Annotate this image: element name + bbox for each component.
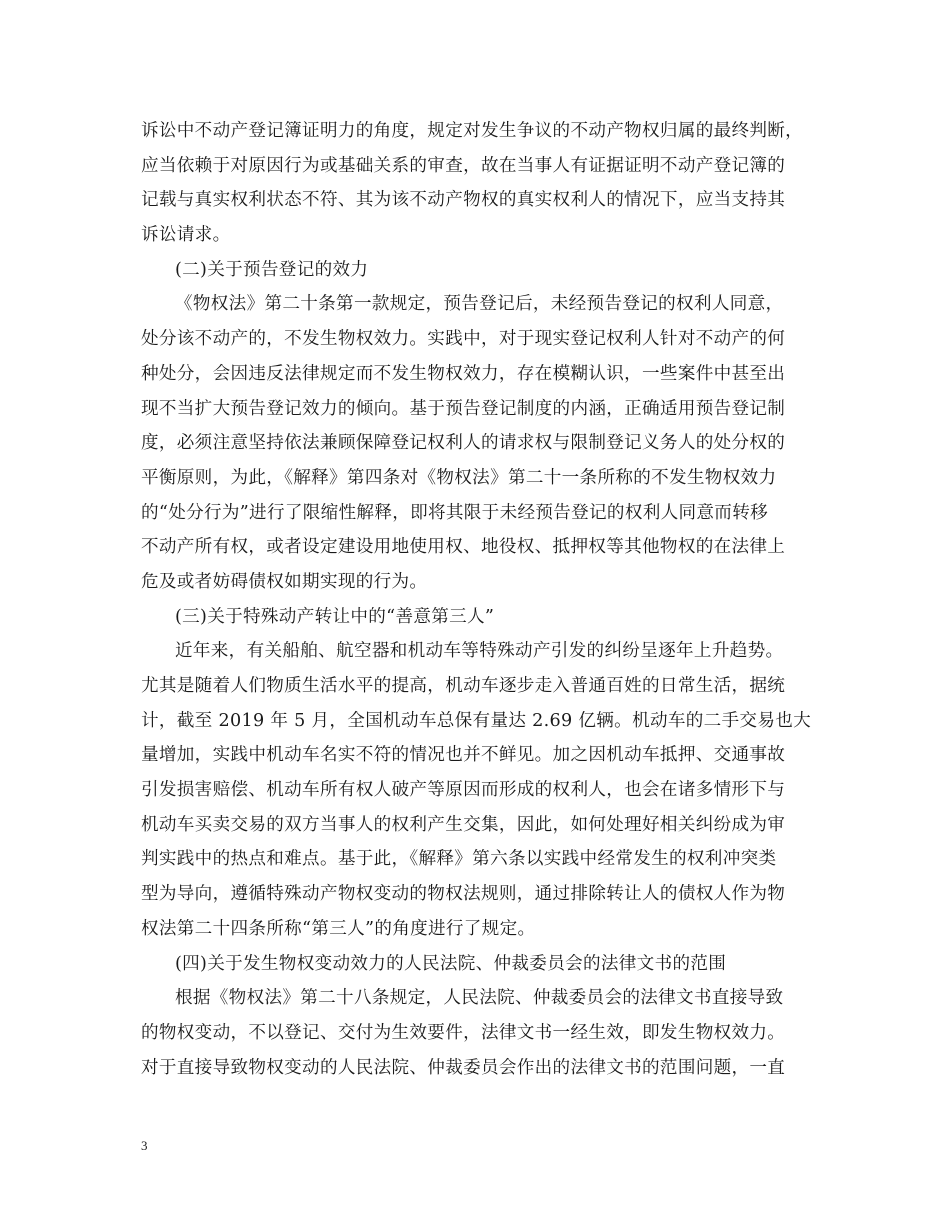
text-line: 不动产所有权，或者设定建设用地使用权、地役权、抵押权等其他物权的在法律上 [141, 537, 786, 558]
paragraph-start: 近年来，有关船舶、航空器和机动车等特殊动产引发的纠纷呈逐年上升趋势。 [175, 641, 784, 662]
text-line: 平衡原则，为此，《解释》第四条对《物权法》第二十一条所称的不发生物权效力 [141, 467, 777, 488]
text-line: 尤其是随着人们物质生活水平的提高，机动车逐步走入普通百姓的日常生活，据统 [141, 676, 786, 696]
text-line: 应当依赖于对原因行为或基础关系的审查，故在当事人有证据证明不动产登记簿的 [141, 155, 786, 176]
text-line: 危及或者妨碍债权如期实现的行为。 [141, 571, 428, 592]
section-heading: (二)关于预告登记的效力 [175, 259, 369, 280]
body-text [141, 114, 812, 1085]
section-heading: (四)关于发生物权变动效力的人民法院、仲裁委员会的法律文书的范围 [175, 953, 727, 974]
text-line: 度，必须注意坚持依法兼顾保障登记权利人的请求权与限制登记义务人的处分权的 [141, 433, 786, 454]
section-heading: (三)关于特殊动产转让中的“善意第三人” [175, 606, 495, 627]
text-line: 计，截至 2019 年 5 月，全国机动车总保有量达 2.69 亿辆。机动车的二手交易也大 [141, 710, 812, 731]
text-line: 诉讼请求。 [141, 225, 231, 246]
text-line: 记载与真实权利状态不符、其为该不动产物权的真实权利人的情况下，应当支持其 [141, 190, 786, 211]
text-line: 量增加，实践中机动车名实不符的情况也并不鲜见。加之因机动车抵押、交通事故 [141, 745, 786, 766]
paragraph-start: 根据《物权法》第二十八条规定，人民法院、仲裁委员会的法律文书直接导致 [175, 988, 784, 1009]
text-line: 诉讼中不动产登记簿证明力的角度，规定对发生争议的不动产物权归属的最终判断， [141, 121, 804, 141]
text-line: 现不当扩大预告登记效力的倾向。基于预告登记制度的内涵，正确适用预告登记制 [141, 398, 786, 419]
text-line: 的“处分行为”进行了限缩性解释，即将其限于未经预告登记的权利人同意而转移 [141, 502, 768, 523]
text-line: 判实践中的热点和难点。基于此，《解释》第六条以实践中经常发生的权利冲突类 [141, 849, 777, 870]
paragraph-start: 《物权法》第二十条第一款规定，预告登记后，未经预告登记的权利人同意， [175, 294, 784, 315]
page-number: 3 [141, 1138, 148, 1153]
text-line: 型为导向，遵循特殊动产物权变动的物权法规则，通过排除转让人的债权人作为物 [141, 884, 786, 905]
text-line: 的物权变动，不以登记、交付为生效要件，法律文书一经生效，即发生物权效力。 [141, 1022, 786, 1043]
text-line: 引发损害赔偿、机动车所有权人破产等原因而形成的权利人，也会在诸多情形下与 [141, 780, 786, 801]
text-line: 处分该不动产的，不发生物权效力。实践中，对于现实登记权利人针对不动产的何 [141, 329, 786, 350]
text-line: 种处分，会因违反法律规定而不发生物权效力，存在模糊认识，一些案件中甚至出 [141, 363, 786, 384]
text-line: 机动车买卖交易的双方当事人的权利产生交集，因此，如何处理好相关纠纷成为审 [141, 814, 786, 835]
text-line: 对于直接导致物权变动的人民法院、仲裁委员会作出的法律文书的范围问题，一直 [141, 1057, 786, 1078]
text-line: 权法第二十四条所称“第三人”的角度进行了规定。 [141, 918, 536, 939]
